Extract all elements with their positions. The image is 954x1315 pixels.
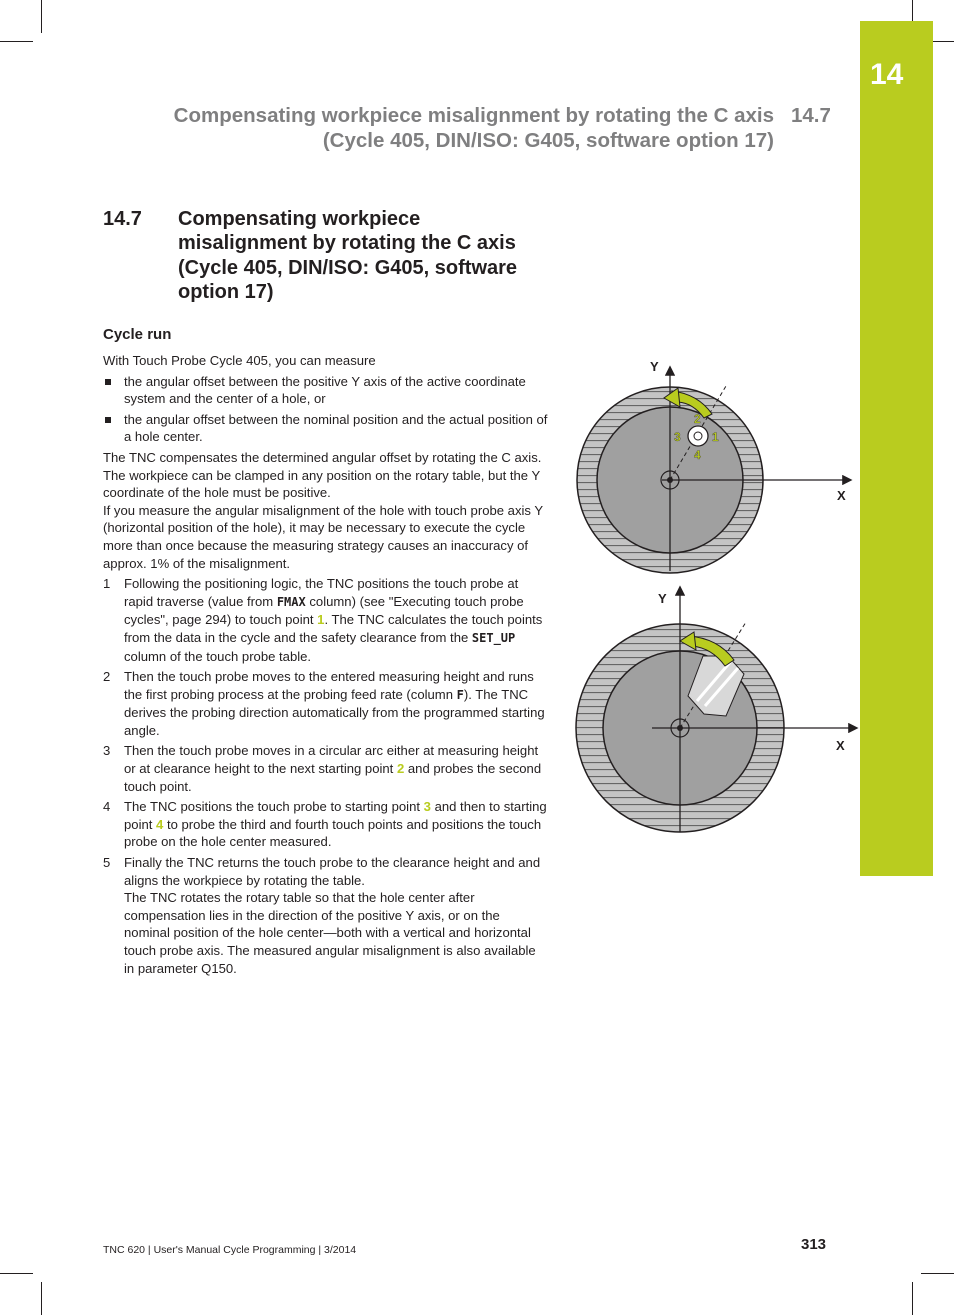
step-item bbox=[103, 668, 548, 739]
bullet-text: the angular offset between the nominal position and the actual position of a hole center. bbox=[124, 411, 548, 445]
code-term: SET_UP bbox=[471, 630, 516, 645]
crop-mark bbox=[41, 1282, 42, 1315]
bullet-text: the angular offset between the positive Y axis of the active coordinate system and the center of a hole, or bbox=[124, 373, 526, 407]
step-item bbox=[103, 742, 548, 795]
crop-mark bbox=[0, 41, 33, 42]
point-label-2: 2 bbox=[694, 412, 701, 426]
step-item bbox=[103, 798, 548, 851]
step-text: column of the touch probe table. bbox=[124, 648, 312, 664]
point-label-4: 4 bbox=[694, 448, 701, 462]
probing-figure bbox=[560, 356, 860, 836]
bullet-item bbox=[103, 373, 548, 408]
diagram-top bbox=[577, 359, 850, 573]
crop-mark bbox=[912, 1282, 913, 1315]
code-term: FMAX bbox=[276, 594, 306, 609]
body-text bbox=[103, 352, 548, 980]
step-text: and probes the second touch point. bbox=[124, 761, 542, 794]
crop-mark bbox=[921, 1273, 954, 1274]
bullet-item bbox=[103, 411, 548, 446]
step-text: The TNC rotates the rotary table so that the hole center after compensation lies in the direction of the positive Y axis, or on the nominal position of the hole center—both with a vertical and horizontal touch probe axis. The measured angular misalignment is also available in parameter Q150. bbox=[124, 890, 536, 976]
step-text: The TNC positions the touch probe to starting point bbox=[124, 799, 424, 815]
bullet-marker bbox=[105, 379, 111, 385]
step-number: 3 bbox=[103, 743, 111, 759]
page-number: 313 bbox=[801, 1236, 827, 1253]
bullet-marker bbox=[105, 417, 111, 423]
step-text: Then the touch probe moves to the entered measuring height and runs the first probing process at the probing feed rate (column bbox=[124, 669, 534, 702]
y-axis-label: Y bbox=[650, 359, 659, 374]
step-item bbox=[103, 854, 548, 977]
step-text: column) (see "Executing touch probe cycles", page 294) to touch point bbox=[124, 593, 524, 628]
point-ref: 1 bbox=[317, 612, 325, 628]
crop-mark bbox=[41, 0, 42, 33]
intro-paragraph: With Touch Probe Cycle 405, you can measure bbox=[103, 353, 376, 368]
step-number: 1 bbox=[103, 576, 111, 592]
step-item bbox=[103, 575, 548, 665]
x-axis-label: X bbox=[836, 738, 845, 753]
point-label-3: 3 bbox=[674, 430, 681, 444]
step-number: 4 bbox=[103, 799, 111, 815]
point-ref: 4 bbox=[156, 816, 164, 832]
step-text: ). The TNC derives the probing direction automatically from the programmed starting angle. bbox=[124, 686, 545, 738]
step-text: and then to starting point bbox=[124, 799, 547, 832]
step-text: to probe the third and fourth touch points and positions the touch probe on the hole center measured. bbox=[124, 816, 542, 850]
running-header-line1: Compensating workpiece misalignment by rotating the C axis bbox=[173, 104, 774, 127]
step-text: . The TNC calculates the touch points from the data in the cycle and the safety clearance from the bbox=[124, 612, 543, 645]
chapter-number: 14 bbox=[870, 58, 904, 91]
code-term: F bbox=[456, 687, 464, 702]
y-axis-label: Y bbox=[658, 591, 667, 606]
step-number: 5 bbox=[103, 855, 111, 871]
step-text: Then the touch probe moves in a circular arc either at measuring height or at clearance height to the next starting point bbox=[124, 743, 539, 777]
point-ref: 3 bbox=[423, 799, 431, 815]
running-header bbox=[174, 103, 774, 153]
point-ref: 2 bbox=[396, 761, 405, 777]
crop-mark bbox=[0, 1273, 33, 1274]
paragraph: The TNC compensates the determined angular offset by rotating the C axis. The workpiece can be clamped in any position on the rotary table, but the Y coordinate of the hole must be positive. bbox=[103, 449, 542, 501]
running-header-line2: (Cycle 405, DIN/ISO: G405, software option 17) bbox=[322, 129, 774, 152]
running-header-section-number: 14.7 bbox=[791, 104, 831, 127]
step-text: Following the positioning logic, the TNC positions the touch probe at rapid traverse (value from bbox=[124, 576, 519, 609]
section-number: 14.7 bbox=[103, 208, 142, 230]
step-text: Finally the TNC returns the touch probe to the clearance height and and aligns the workpiece by rotating the table. bbox=[124, 855, 541, 888]
paragraph: If you measure the angular misalignment of the hole with touch probe axis Y (horizontal position of the hole), it may be necessary to execute the cycle more than once because the measuring strategy causes an inaccuracy of approx. 1% of the misalignment. bbox=[103, 502, 543, 571]
point-label-1: 1 bbox=[712, 430, 719, 444]
footer-text: TNC 620 | User's Manual Cycle Programming | 3/2014 bbox=[103, 1244, 357, 1256]
x-axis-label: X bbox=[837, 488, 846, 503]
subheading: Cycle run bbox=[103, 326, 172, 343]
chapter-tab bbox=[860, 21, 933, 876]
diagram-bottom bbox=[576, 588, 856, 832]
section-title: Compensating workpiece misalignment by rotating the C axis (Cycle 405, DIN/ISO: G405, software option 17) bbox=[178, 208, 518, 303]
step-number: 2 bbox=[103, 669, 111, 685]
